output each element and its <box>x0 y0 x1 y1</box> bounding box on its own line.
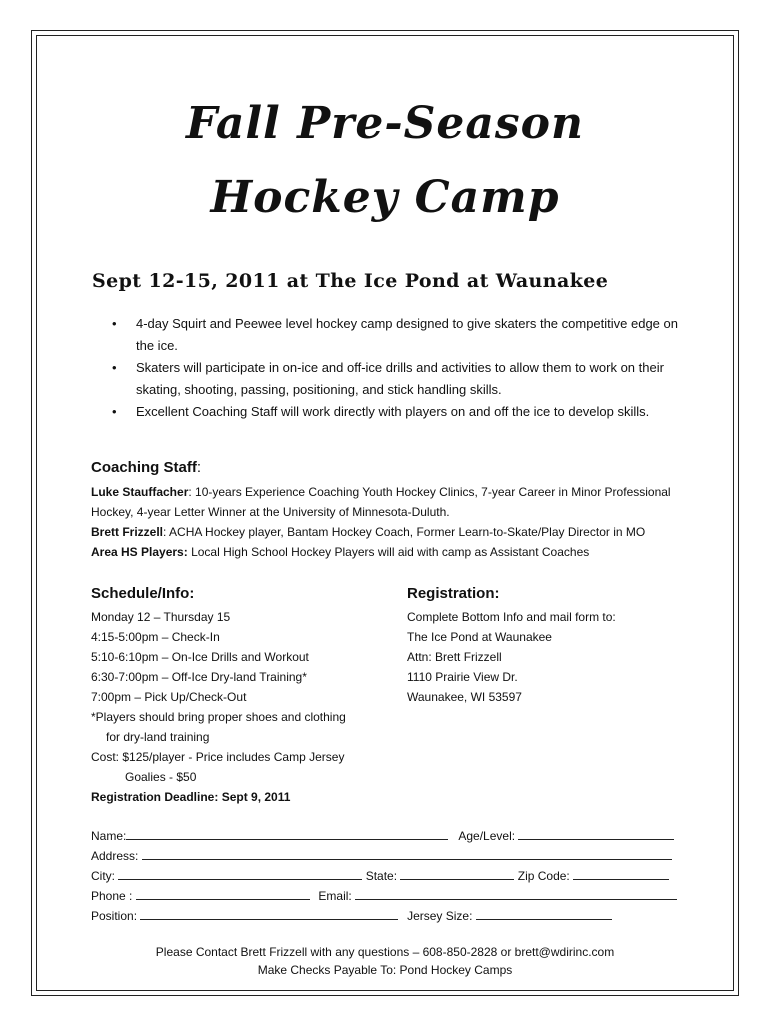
registration-line: Waunakee, WI 53597 <box>407 690 522 704</box>
coach-name: Area HS Players: <box>91 545 188 559</box>
contact-info: Please Contact Brett Frizzell with any questions – 608-850-2828 or brett@wdirinc.com <box>155 945 615 959</box>
title-line-2: Hockey Camp <box>210 172 560 223</box>
phone-label: Phone : <box>91 889 133 903</box>
form-row-position <box>91 906 612 926</box>
list-item <box>112 401 692 423</box>
schedule-line: for dry-land training <box>106 730 210 744</box>
bullet-text: Skaters will participate in on-ice and off-ice drills and activities to allow them to work on their skating, shooting, passing, positioning, and stick handling skills. <box>136 360 664 397</box>
schedule-line: Monday 12 – Thursday 15 <box>91 610 231 624</box>
address-label: Address: <box>91 849 139 863</box>
age-level-label: Age/Level: <box>458 829 516 843</box>
form-row-name <box>91 826 674 846</box>
registration-line: Complete Bottom Info and mail form to: <box>407 610 616 624</box>
coach-name: Luke Stauffacher <box>91 485 189 499</box>
name-field[interactable] <box>126 826 448 840</box>
coach-description: : ACHA Hockey player, Bantam Hockey Coach, Former Learn-to-Skate/Play Director in MO <box>163 525 646 539</box>
bullet-icon: • <box>112 404 117 419</box>
bullet-icon: • <box>112 360 117 375</box>
title-line-1: Fall Pre-Season <box>185 98 584 149</box>
email-label: Email: <box>318 889 352 903</box>
list-item <box>112 313 692 357</box>
schedule-line: Cost: $125/player - Price includes Camp Jersey <box>91 750 345 764</box>
position-field[interactable] <box>140 906 398 920</box>
registration-line: 1110 Prairie View Dr. <box>407 670 518 684</box>
coach-entry-brett <box>91 522 691 542</box>
coaching-staff-heading <box>91 459 201 476</box>
jersey-size-field[interactable] <box>476 906 612 920</box>
coaching-staff-heading-colon: : <box>196 459 202 476</box>
email-field[interactable] <box>355 886 677 900</box>
coach-description: Local High School Hockey Players will aid with camp as Assistant Coaches <box>187 545 590 559</box>
city-label: City: <box>91 869 115 883</box>
form-row-address <box>91 846 672 866</box>
bullet-icon: • <box>112 316 117 331</box>
schedule-line: 5:10-6:10pm – On-Ice Drills and Workout <box>91 650 309 664</box>
event-date-location: Sept 12-15, 2011 at The Ice Pond at Waunakee <box>92 270 609 292</box>
bullet-text: 4-day Squirt and Peewee level hockey camp designed to give skaters the competitive edge on the ice. <box>136 316 678 353</box>
phone-field[interactable] <box>136 886 310 900</box>
registration-deadline: Registration Deadline: Sept 9, 2011 <box>91 790 291 804</box>
address-field[interactable] <box>142 846 672 860</box>
schedule-line: 7:00pm – Pick Up/Check-Out <box>91 690 247 704</box>
schedule-line: 6:30-7:00pm – Off-Ice Dry-land Training* <box>91 670 307 684</box>
zip-code-field[interactable] <box>573 866 669 880</box>
schedule-heading: Schedule/Info: <box>91 585 195 602</box>
state-field[interactable] <box>400 866 514 880</box>
bullet-text: Excellent Coaching Staff will work directly with players on and off the ice to develop skills. <box>136 404 650 419</box>
registration-line: Attn: Brett Frizzell <box>407 650 502 664</box>
coach-entry-luke <box>91 482 691 522</box>
coach-description: : 10-years Experience Coaching Youth Hockey Clinics, 7-year Career in Minor Professional Hockey, 4-year Letter Winner at the University of Minnesota-Duluth. <box>91 485 671 519</box>
city-field[interactable] <box>118 866 362 880</box>
form-row-phone <box>91 886 677 906</box>
jersey-size-label: Jersey Size: <box>407 909 473 923</box>
payment-info: Make Checks Payable To: Pond Hockey Camps <box>257 963 513 977</box>
schedule-line: *Players should bring proper shoes and clothing <box>91 710 346 724</box>
form-row-city <box>91 866 669 886</box>
coaching-staff-heading-text: Coaching Staff <box>91 459 197 476</box>
position-label: Position: <box>91 909 138 923</box>
zip-label: Zip Code: <box>517 869 570 883</box>
schedule-line: 4:15-5:00pm – Check-In <box>91 630 220 644</box>
name-label: Name: <box>91 829 127 843</box>
camp-highlights-list <box>112 313 692 423</box>
registration-line: The Ice Pond at Waunakee <box>407 630 552 644</box>
list-item <box>112 357 692 401</box>
age-level-field[interactable] <box>518 826 674 840</box>
registration-heading: Registration: <box>407 585 500 602</box>
state-label: State: <box>365 869 398 883</box>
coach-entry-area-hs <box>91 542 691 562</box>
schedule-line: Goalies - $50 <box>125 770 197 784</box>
coach-name: Brett Frizzell <box>91 525 164 539</box>
